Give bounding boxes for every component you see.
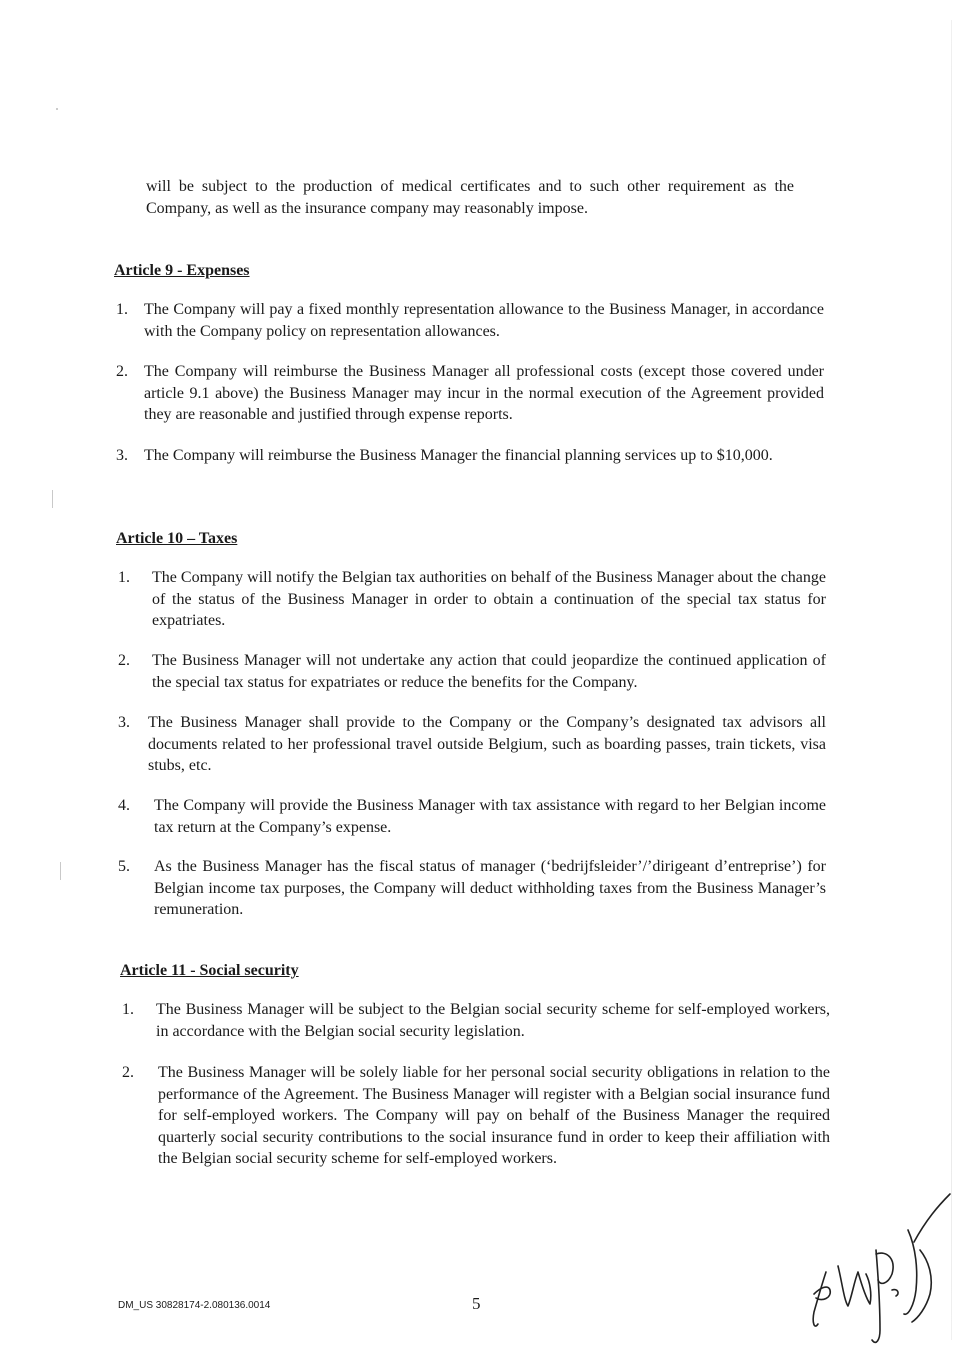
article-9-heading: Article 9 - Expenses: [114, 262, 250, 279]
item-number: 2.: [118, 652, 130, 669]
item-text: The Company will pay a fixed monthly representation allowance to the Business Manager, in accordance with the Company policy on representation allowances.: [144, 301, 824, 340]
article-11-heading: Article 11 - Social security: [120, 962, 299, 979]
item-text: The Company will notify the Belgian tax authorities on behalf of the Business Manager about the change of the status of the Business Manager in order to obtain a continuation of the special tax status for expatriates.: [152, 569, 826, 629]
item-text: The Company will provide the Business Manager with tax assistance with regard to her Belgian income tax return at the Company’s expense.: [154, 797, 826, 836]
item-text: The Business Manager will be subject to the Belgian social security scheme for self-employed workers, in accordance with the Belgian social security legislation.: [156, 1001, 830, 1040]
item-number: 3.: [118, 714, 130, 731]
document-id: DM_US 30828174-2.080136.0014: [118, 1300, 271, 1311]
item-number: 3.: [116, 447, 128, 464]
scan-mark: [52, 490, 53, 508]
item-text: The Company will reimburse the Business Manager the financial planning services up to $10,000.: [144, 447, 773, 464]
scan-margin-line: [951, 20, 952, 1340]
page-number: 5: [472, 1294, 481, 1313]
item-text: The Business Manager will not undertake any action that could jeopardize the continued application of the special tax status for expatriates or reduce the benefits for the Company.: [152, 652, 826, 691]
item-number: 2.: [116, 363, 128, 380]
scan-mark: [60, 862, 61, 880]
item-number: 1.: [116, 301, 128, 318]
intro-paragraph: will be subject to the production of medical certificates and to such other requirement as the Company, as well as the insurance company may reasonably impose.: [146, 178, 794, 217]
item-number: 2.: [122, 1064, 134, 1081]
article-10-heading: Article 10 – Taxes: [116, 530, 238, 547]
item-number: 1.: [122, 1001, 134, 1018]
item-number: 1.: [118, 569, 130, 586]
handwritten-initials-signature: [808, 1190, 958, 1350]
item-text: The Business Manager will be solely liable for her personal social security obligations in relation to the performance of the Agreement. The Business Manager will register with a Belgian social insurance fund for self-employed workers. The Company will pay on behalf of the Business Manager the required quarterly social security contributions to the social insurance fund in order to keep their affiliation with the Belgian social security scheme for self-employed workers.: [158, 1064, 830, 1167]
item-number: 4.: [118, 797, 130, 814]
item-text: The Business Manager shall provide to the Company or the Company’s designated tax advisors all documents related to her professional travel outside Belgium, such as boarding passes, train tickets, visa stubs, etc.: [148, 714, 826, 774]
item-text: As the Business Manager has the fiscal status of manager (‘bedrijfsleider’/’dirigeant d’entreprise’) for Belgian income tax purposes, the Company will deduct withholding taxes from the Business Manager’s remuneration.: [154, 858, 826, 918]
item-number: 5.: [118, 858, 130, 875]
item-text: The Company will reimburse the Business Manager all professional costs (except those covered under article 9.1 above) the Business Manager may incur in the normal execution of the Agreement provided they are reasonable and justified through expense reports.: [144, 363, 824, 423]
scan-speck: [56, 108, 58, 110]
